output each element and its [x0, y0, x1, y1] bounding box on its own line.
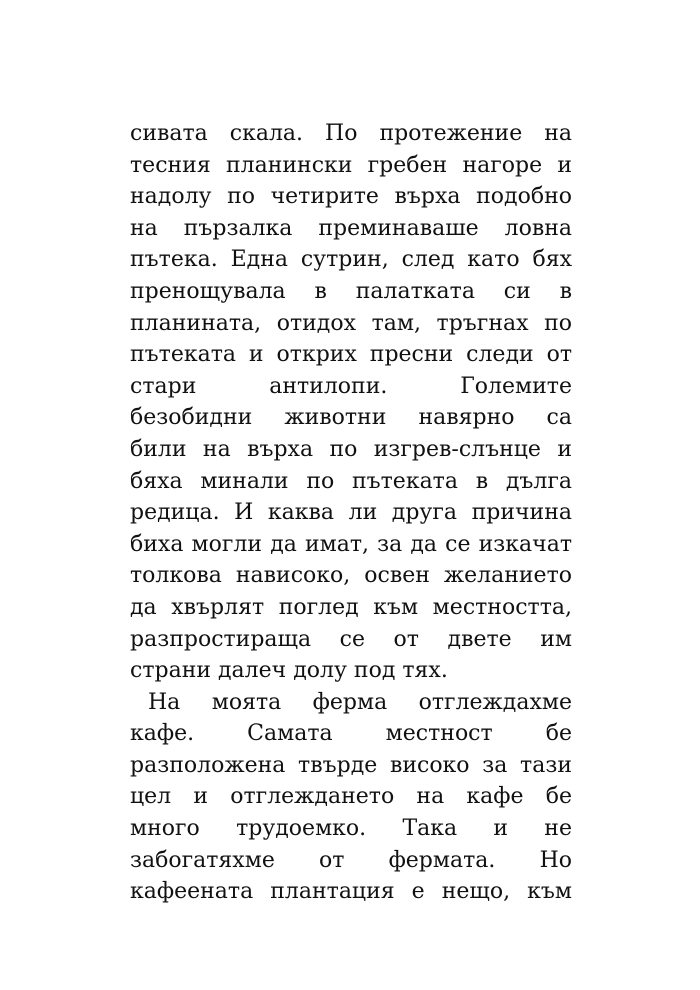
text-line: сивата скала. По протежение на: [130, 121, 572, 146]
text-line: били на върха по изгрев-слънце и: [130, 436, 572, 462]
text-line: надолу по четирите върха подобно: [130, 184, 572, 210]
text-line: безобидни животни навярно са: [130, 405, 572, 431]
text-line: разпростираща се от двете им: [130, 626, 572, 652]
text-line: планината, отидох там, тръгнах по: [130, 310, 572, 336]
paragraph: [130, 118, 572, 687]
text-line: забогатяхме от фермата. Но: [130, 847, 572, 873]
text-line: да хвърлят поглед към местността,: [130, 594, 572, 620]
text-line: много трудоемко. Така и не: [130, 816, 572, 842]
text-line: кафеената плантация е нещо, към: [130, 879, 572, 905]
text-line: биха могли да имат, за да се изкачат: [130, 531, 572, 557]
text-line: толкова нависоко, освен желанието: [130, 563, 572, 589]
text-line: На моята ферма отглеждахме: [148, 689, 572, 715]
text-line: пътека. Една сутрин, след като бях: [130, 247, 572, 273]
text-line: бяха минали по пътеката в дълга: [130, 468, 572, 494]
text-line: на пързалка преминаваше ловна: [130, 215, 572, 241]
text-line: кафе. Самата местност бе: [130, 721, 572, 747]
text-line: стари антилопи. Големите: [130, 373, 572, 399]
text-line: разположена твърде високо за тази: [130, 752, 572, 778]
text-line: тесния планински гребен нагоре и: [130, 152, 572, 178]
text-line: пренощувала в палатката си в: [130, 278, 572, 304]
text-line: цел и отглеждането на кафе бе: [130, 784, 572, 810]
text-line: страни далеч долу под тях.: [130, 658, 448, 684]
text-line: пътеката и открих пресни следи от: [130, 342, 572, 368]
paragraph: [130, 687, 572, 908]
page-body: [130, 118, 572, 908]
text-line: редица. И каква ли друга причина: [130, 500, 572, 526]
